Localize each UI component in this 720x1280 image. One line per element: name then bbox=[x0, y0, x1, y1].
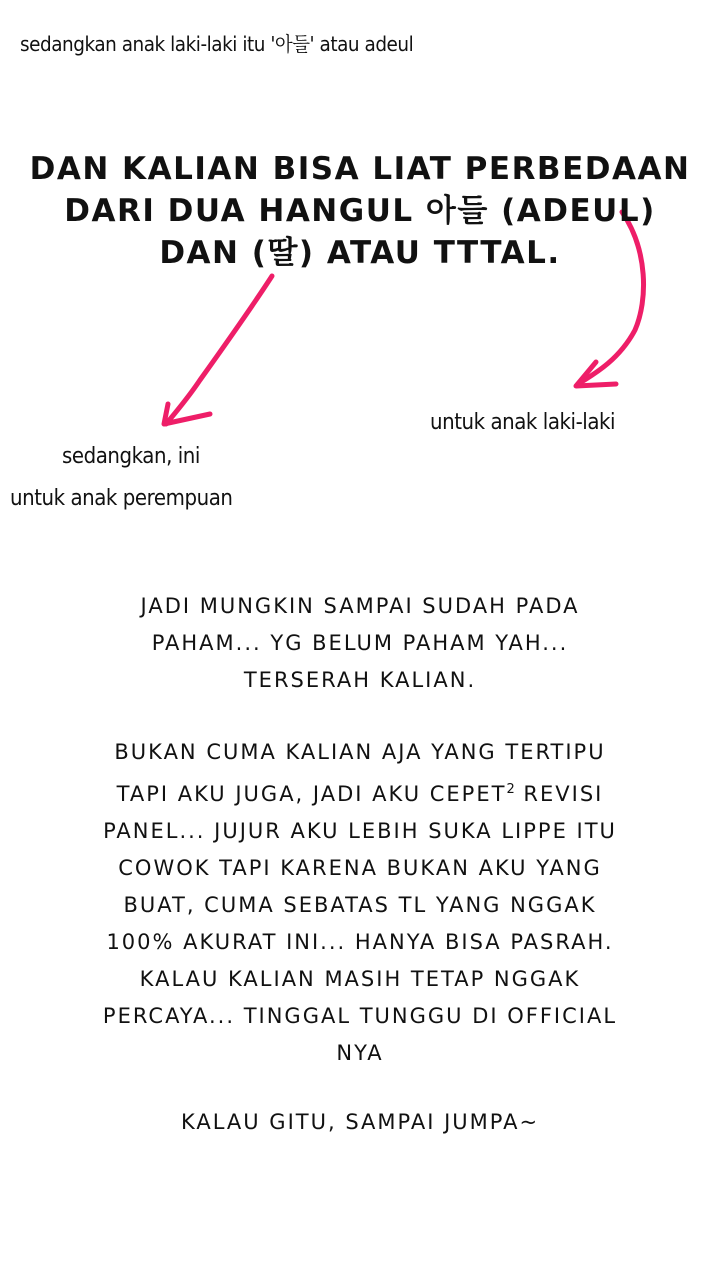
label-girl-line2: untuk anak perempuan bbox=[10, 486, 233, 511]
superscript-two: 2 bbox=[506, 782, 515, 797]
paragraph-line: PANEL... JUJUR AKU LEBIH SUKA LIPPE ITU bbox=[103, 819, 617, 843]
paragraph-line: PERCAYA... TINGGAL TUNGGU DI OFFICIAL bbox=[102, 1004, 618, 1028]
headline-line: DAN (딸) ATAU TTTAL. bbox=[159, 235, 561, 271]
paragraph-line: JADI MUNGKIN SAMPAI SUDAH PADA bbox=[140, 594, 580, 618]
paragraph-1 bbox=[0, 588, 720, 699]
arrow-left-icon bbox=[164, 276, 272, 424]
paragraph-line: KALAU GITU, SAMPAI JUMPA~ bbox=[180, 1110, 540, 1134]
paragraph-line-tail: REVISI bbox=[514, 782, 604, 806]
paragraph-line-text: TAPI AKU JUGA, JADI AKU CEPET bbox=[116, 782, 507, 806]
paragraph-line: NYA bbox=[336, 1041, 384, 1065]
paragraph-2 bbox=[0, 734, 720, 1072]
paragraph-3 bbox=[0, 1104, 720, 1141]
label-girl-line1: sedangkan, ini bbox=[62, 444, 200, 469]
headline-line: DARI DUA HANGUL 아들 (ADEUL) bbox=[64, 193, 656, 229]
paragraph-line: KALAU KALIAN MASIH TETAP NGGAK bbox=[139, 967, 581, 991]
top-note: sedangkan anak laki-laki itu '아들' atau adeul bbox=[20, 32, 414, 56]
paragraph-line bbox=[0, 771, 720, 813]
headline bbox=[0, 148, 720, 274]
paragraph-line: BUKAN CUMA KALIAN AJA YANG TERTIPU bbox=[114, 740, 606, 764]
paragraph-line: COWOK TAPI KARENA BUKAN AKU YANG bbox=[118, 856, 602, 880]
paragraph-line: PAHAM... YG BELUM PAHAM YAH... bbox=[151, 631, 569, 655]
paragraph-line: 100% AKURAT INI... HANYA BISA PASRAH. bbox=[106, 930, 614, 954]
paragraph-line: TERSERAH KALIAN. bbox=[243, 668, 477, 692]
label-boy: untuk anak laki-laki bbox=[430, 410, 616, 435]
paragraph-line: BUAT, CUMA SEBATAS TL YANG NGGAK bbox=[123, 893, 597, 917]
headline-line: DAN KALIAN BISA LIAT PERBEDAAN bbox=[29, 151, 691, 187]
